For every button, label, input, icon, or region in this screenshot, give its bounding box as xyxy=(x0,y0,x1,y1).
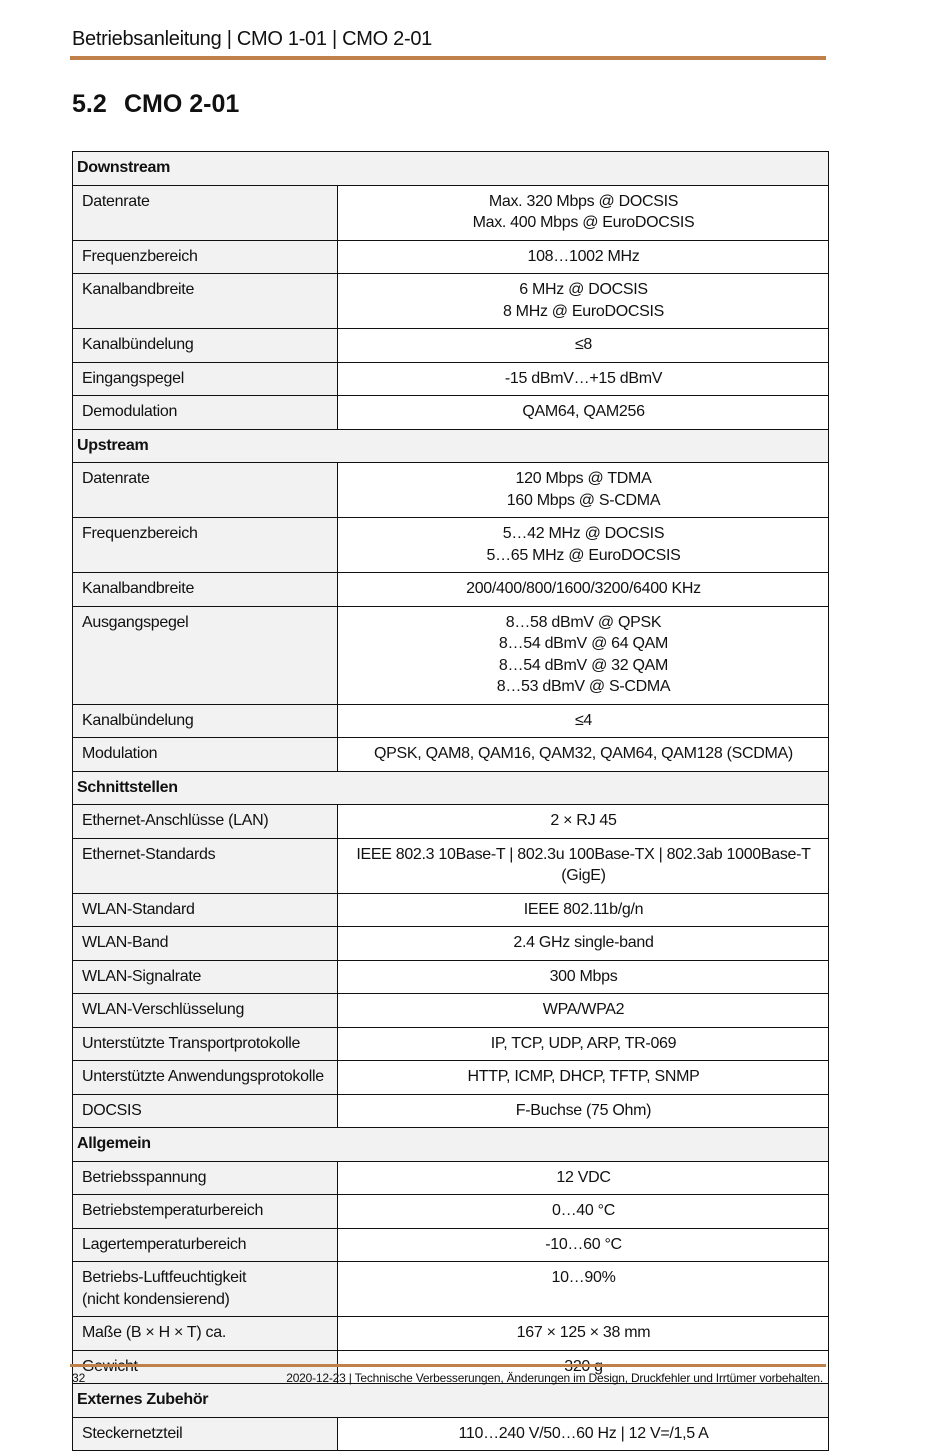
spec-label: Frequenzbereich xyxy=(82,247,198,265)
table-row xyxy=(73,893,829,927)
table-row xyxy=(73,704,829,738)
spec-label: WLAN-Standard xyxy=(82,900,195,918)
table-row xyxy=(73,1094,829,1128)
spec-label: Datenrate xyxy=(82,192,150,210)
table-row xyxy=(73,738,829,772)
spec-value: 160 Mbps @ S-CDMA xyxy=(506,491,661,509)
spec-value-cell xyxy=(338,838,829,893)
specifications-table xyxy=(72,151,829,1451)
spec-value: 5…42 MHz @ DOCSIS xyxy=(502,525,665,542)
spec-label-cell xyxy=(73,606,338,704)
spec-value: 5…65 MHz @ EuroDOCSIS xyxy=(486,546,681,564)
table-row xyxy=(73,1061,829,1095)
spec-label-cell xyxy=(73,518,338,573)
table-row xyxy=(73,927,829,961)
table-group-row xyxy=(73,152,829,186)
section-number: 5.2 xyxy=(72,90,107,118)
spec-value: -10…60 °C xyxy=(545,1235,622,1253)
spec-label-cell xyxy=(73,274,338,329)
spec-label-cell xyxy=(73,240,338,274)
spec-value-cell xyxy=(338,396,829,430)
spec-label: Betriebsspannung xyxy=(82,1168,207,1186)
spec-label-cell xyxy=(73,960,338,994)
footer-divider xyxy=(70,1364,826,1367)
spec-label: Betriebs-Luftfeuchtigkeit xyxy=(82,1269,247,1286)
spec-label: Demodulation xyxy=(82,403,178,420)
spec-label-cell xyxy=(73,1161,338,1195)
spec-label: Kanalbündelung xyxy=(82,336,194,353)
footer-disclaimer: 2020-12-23 | Technische Verbesserungen, Änderungen im Design, Druckfehler und Irrtümer vorbehalten. xyxy=(286,1371,823,1385)
table-row xyxy=(73,329,829,363)
spec-label: Unterstützte Anwendungsprotokolle xyxy=(82,1068,324,1085)
spec-value: ≤4 xyxy=(574,711,593,729)
spec-label: Unterstützte Transportprotokolle xyxy=(82,1034,301,1052)
spec-value-cell xyxy=(338,573,829,607)
spec-label: Datenrate xyxy=(82,470,150,487)
table-row xyxy=(73,606,829,704)
spec-value-cell xyxy=(338,960,829,994)
spec-value-cell xyxy=(338,927,829,961)
table-row xyxy=(73,960,829,994)
table-row xyxy=(73,805,829,839)
spec-label-cell xyxy=(73,573,338,607)
spec-value-cell xyxy=(338,1161,829,1195)
spec-value: ≤8 xyxy=(574,336,593,353)
spec-value: IEEE 802.3 10Base-T | 802.3u 100Base-TX | 802.3ab 1000Base-T (GigE) xyxy=(356,845,811,884)
section-heading xyxy=(72,90,239,119)
spec-label: WLAN-Signalrate xyxy=(82,967,202,985)
spec-value: Max. 320 Mbps @ DOCSIS xyxy=(488,192,679,210)
spec-label-cell xyxy=(73,396,338,430)
spec-value: 110…240 V/50…60 Hz | 12 V=/1,5 A xyxy=(458,1424,709,1442)
table-row xyxy=(73,274,829,329)
section-title: CMO 2-01 xyxy=(124,90,240,118)
spec-value: 120 Mbps @ TDMA xyxy=(515,470,652,487)
spec-label: Steckernetzteil xyxy=(82,1424,183,1442)
spec-value-cell xyxy=(338,606,829,704)
spec-label-cell xyxy=(73,704,338,738)
spec-value-cell xyxy=(338,463,829,518)
spec-label: DOCSIS xyxy=(82,1101,142,1119)
spec-label: Ethernet-Standards xyxy=(82,845,216,863)
spec-label-cell xyxy=(73,1195,338,1229)
table-group-row xyxy=(73,429,829,463)
table-group-heading: Externes Zubehör xyxy=(73,1384,829,1418)
spec-label-cell xyxy=(73,1228,338,1262)
page-number: 32 xyxy=(72,1371,86,1385)
spec-value-cell xyxy=(338,1228,829,1262)
spec-value: QAM64, QAM256 xyxy=(522,403,645,420)
spec-label: Kanalbandbreite xyxy=(82,281,195,298)
table-row xyxy=(73,1228,829,1262)
spec-value-cell xyxy=(338,805,829,839)
spec-label-cell xyxy=(73,185,338,240)
spec-label-cell xyxy=(73,927,338,961)
spec-value-cell xyxy=(338,738,829,772)
specifications-table-body xyxy=(73,152,829,1451)
spec-label-cell xyxy=(73,738,338,772)
spec-label-cell xyxy=(73,1262,338,1317)
table-row xyxy=(73,518,829,573)
spec-value: -15 dBmV…+15 dBmV xyxy=(504,369,663,387)
spec-value: Max. 400 Mbps @ EuroDOCSIS xyxy=(472,214,695,231)
table-row xyxy=(73,1262,829,1317)
spec-label: Modulation xyxy=(82,745,158,762)
spec-label: Eingangspegel xyxy=(82,369,184,387)
spec-value-cell xyxy=(338,274,829,329)
spec-value: F-Buchse (75 Ohm) xyxy=(515,1101,652,1119)
spec-label-cell xyxy=(73,1094,338,1128)
spec-value: 10…90% xyxy=(551,1269,616,1286)
table-row xyxy=(73,994,829,1028)
spec-label: Maße (B × H × T) ca. xyxy=(82,1324,226,1341)
spec-value-cell xyxy=(338,994,829,1028)
spec-value: 108…1002 MHz xyxy=(527,247,640,265)
spec-value: IP, TCP, UDP, ARP, TR-069 xyxy=(490,1034,677,1052)
spec-value-cell xyxy=(338,1094,829,1128)
spec-value-cell xyxy=(338,240,829,274)
spec-value-cell xyxy=(338,1317,829,1351)
spec-value-cell xyxy=(338,362,829,396)
spec-value-cell xyxy=(338,518,829,573)
spec-value: HTTP, ICMP, DHCP, TFTP, SNMP xyxy=(467,1068,700,1085)
spec-value-cell xyxy=(338,1417,829,1451)
spec-label: Lagertemperaturbereich xyxy=(82,1235,247,1253)
spec-label: Ethernet-Anschlüsse (LAN) xyxy=(82,812,269,829)
spec-value: 300 Mbps xyxy=(549,967,618,985)
spec-value: 0…40 °C xyxy=(552,1202,615,1219)
spec-value: 200/400/800/1600/3200/6400 KHz xyxy=(466,580,701,597)
spec-label-cell xyxy=(73,805,338,839)
table-row xyxy=(73,1027,829,1061)
spec-label: Kanalbündelung xyxy=(82,711,194,729)
table-row xyxy=(73,185,829,240)
table-row xyxy=(73,1195,829,1229)
spec-label: Kanalbandbreite xyxy=(82,580,195,597)
table-group-row xyxy=(73,771,829,805)
spec-value: QPSK, QAM8, QAM16, QAM32, QAM64, QAM128 (SCDMA) xyxy=(374,745,793,762)
spec-label: Ausgangspegel xyxy=(82,613,189,631)
spec-label-cell xyxy=(73,893,338,927)
spec-value: 12 VDC xyxy=(556,1168,611,1186)
table-row xyxy=(73,838,829,893)
table-row xyxy=(73,1161,829,1195)
spec-label: WLAN-Verschlüsselung xyxy=(82,1001,245,1018)
table-group-heading: Allgemein xyxy=(73,1128,829,1162)
spec-label-cell xyxy=(73,1417,338,1451)
table-row xyxy=(73,240,829,274)
table-group-heading: Downstream xyxy=(73,152,829,186)
spec-value: 2.4 GHz single-band xyxy=(513,934,654,951)
table-row xyxy=(73,1417,829,1451)
spec-value: 8…58 dBmV @ QPSK xyxy=(505,613,662,631)
document-header-title: Betriebsanleitung | CMO 1-01 | CMO 2-01 xyxy=(72,28,432,50)
spec-label-cell xyxy=(73,1317,338,1351)
spec-label: Betriebstemperaturbereich xyxy=(82,1202,264,1219)
table-group-heading: Schnittstellen xyxy=(73,771,829,805)
table-row xyxy=(73,573,829,607)
spec-value: 8 MHz @ EuroDOCSIS xyxy=(502,302,665,320)
spec-label: Frequenzbereich xyxy=(82,525,198,542)
spec-label-cell xyxy=(73,463,338,518)
table-group-row xyxy=(73,1128,829,1162)
spec-value: IEEE 802.11b/g/n xyxy=(523,900,644,918)
spec-value: 2 × RJ 45 xyxy=(550,812,617,829)
spec-label: WLAN-Band xyxy=(82,934,169,951)
spec-label-cell xyxy=(73,1027,338,1061)
table-group-heading: Upstream xyxy=(73,429,829,463)
spec-value: WPA/WPA2 xyxy=(542,1001,625,1018)
spec-value-cell xyxy=(338,893,829,927)
spec-value-cell xyxy=(338,1195,829,1229)
spec-label-cell xyxy=(73,362,338,396)
spec-label-cell xyxy=(73,838,338,893)
spec-value-cell xyxy=(338,704,829,738)
spec-value: 167 × 125 × 38 mm xyxy=(516,1324,651,1341)
spec-label-cell xyxy=(73,1061,338,1095)
spec-label: (nicht kondensierend) xyxy=(82,1290,230,1308)
spec-value: 8…53 dBmV @ S-CDMA xyxy=(496,678,671,695)
spec-value: 8…54 dBmV @ 32 QAM xyxy=(498,656,669,674)
table-row xyxy=(73,1317,829,1351)
spec-value-cell xyxy=(338,329,829,363)
spec-value: 8…54 dBmV @ 64 QAM xyxy=(498,635,669,652)
spec-label-cell xyxy=(73,329,338,363)
spec-value-cell xyxy=(338,1061,829,1095)
table-row xyxy=(73,362,829,396)
table-row xyxy=(73,463,829,518)
spec-value-cell xyxy=(338,1027,829,1061)
spec-value-cell xyxy=(338,1262,829,1317)
spec-value: 6 MHz @ DOCSIS xyxy=(519,281,648,298)
table-row xyxy=(73,396,829,430)
header-divider xyxy=(70,56,826,60)
spec-label-cell xyxy=(73,994,338,1028)
spec-value-cell xyxy=(338,185,829,240)
